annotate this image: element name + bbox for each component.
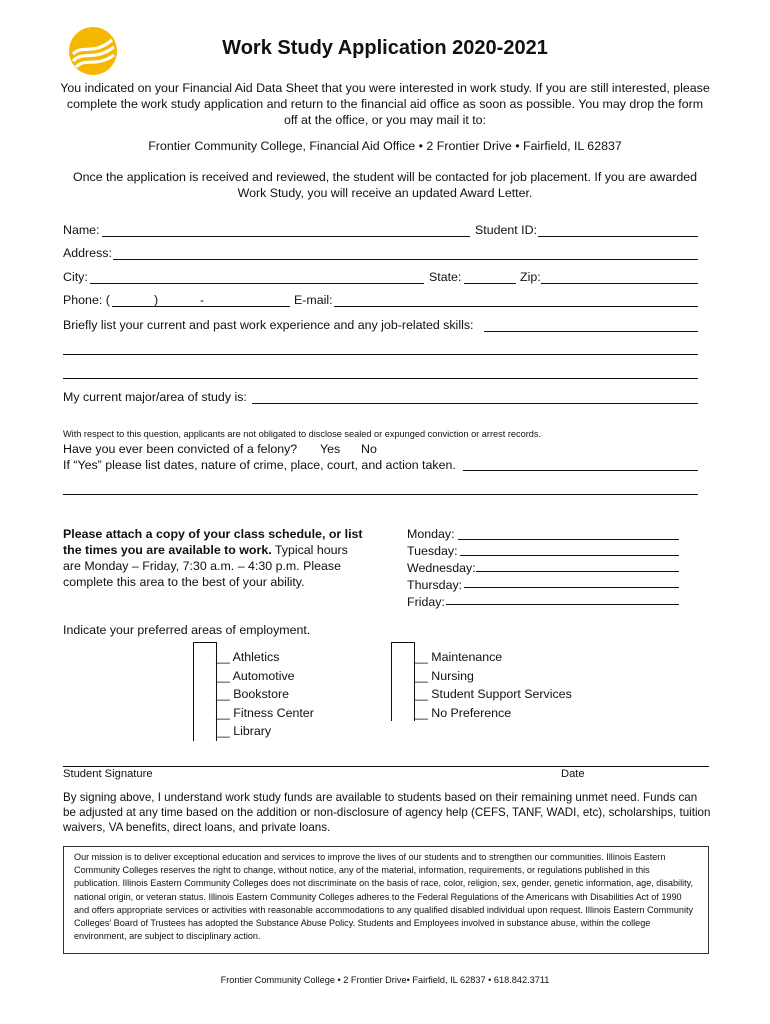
state-label: State: <box>429 270 462 284</box>
option-student-support-services[interactable]: __ Student Support Services <box>414 687 572 701</box>
option-nursing[interactable]: __ Nursing <box>414 668 474 683</box>
zip-label: Zip: <box>520 270 541 284</box>
felony-yes-option[interactable]: Yes <box>320 442 341 456</box>
tuesday-field[interactable] <box>460 555 679 556</box>
schedule-instructions <box>63 526 363 590</box>
employment-prompt: Indicate your preferred areas of employment. <box>63 623 311 637</box>
friday-field[interactable] <box>446 604 679 605</box>
option-no-preference[interactable]: __ No Preference <box>414 705 512 720</box>
left-options <box>216 648 314 741</box>
option-athletics[interactable]: __ Athletics <box>216 650 280 664</box>
option-maintenance[interactable]: __ Maintenance <box>414 650 503 664</box>
day-monday-label: Monday: <box>407 527 455 541</box>
felony-followup: If “Yes” please list dates, nature of crime, place, court, and action taken. <box>63 458 456 472</box>
phone-dash: - <box>200 293 205 307</box>
felony-disclaimer: With respect to this question, applicants are not obligated to disclose sealed or expunged conviction or arrest records. <box>63 429 542 439</box>
consent-paragraph: By signing above, I understand work study funds are available to students based on their remaining unmet need. Funds can be adjusted at any time based on the addition or non-disclosure of agency help (CEFS, TANF, WADI, etc), scholarships, tuition waivers, VA benefits, direct loans, and private loans. <box>63 791 711 834</box>
option-fitness-center[interactable]: __ Fitness Center <box>216 705 314 720</box>
right-checkbox-column <box>391 642 415 721</box>
day-tuesday-label: Tuesday: <box>407 544 458 558</box>
student-id-label: Student ID: <box>475 223 537 237</box>
option-automotive[interactable]: __ Automotive <box>216 668 295 683</box>
option-bookstore[interactable]: __ Bookstore <box>216 687 290 701</box>
schedule-bold-text: Please attach a copy of your class schedule, or list the times you are available to work. <box>63 527 363 557</box>
city-label: City: <box>63 270 88 284</box>
felony-question: Have you ever been convicted of a felony? <box>63 442 298 456</box>
right-options <box>414 648 572 722</box>
mission-box: Our mission is to deliver exceptional education and services to improve the lives of our students and to strengthen our communities. Illinois Eastern Community Colleges reserves the right to change, without notice, any of the material, information, requirements, or regulations published in this publication. Illinois Eastern Community Colleges does not discriminate on the basis of race, color, religion, sex, gender, genetic information, age, disability, national origin, or veteran status. Illinois Eastern Community Colleges adheres to the Federal Regulations of the Americans with Disabilities Act of 1990 and offers appropriate services or activities with reasonable accommodations to any qualified disabled individual upon request. Illinois Eastern Community Colleges' Board of Trustees has adopted the Substance Abuse Policy. Students and Employees involved in substance abuse, within the college environment, are subject to disciplinary action. <box>63 846 709 954</box>
wednesday-field[interactable] <box>476 571 679 572</box>
mailing-address: Frontier Community College, Financial Aid Office • 2 Frontier Drive • Fairfield, IL 62837 <box>148 139 622 153</box>
left-checkbox-column <box>193 642 217 741</box>
address-field[interactable] <box>113 259 698 260</box>
name-label: Name: <box>63 223 100 237</box>
major-field[interactable] <box>252 403 698 404</box>
felony-no-option[interactable]: No <box>361 442 377 456</box>
state-field[interactable] <box>464 283 516 284</box>
name-field[interactable] <box>102 236 470 237</box>
phone-label: Phone: ( <box>63 293 110 307</box>
monday-field[interactable] <box>458 539 679 540</box>
day-wednesday-label: Wednesday: <box>407 561 476 575</box>
email-label: E-mail: <box>294 293 333 307</box>
page-footer: Frontier Community College • 2 Frontier Drive• Fairfield, IL 62837 • 618.842.3711 <box>220 975 550 985</box>
major-label: My current major/area of study is: <box>63 390 247 404</box>
day-thursday-label: Thursday: <box>407 578 463 592</box>
date-label: Date <box>561 768 585 780</box>
felony-details-field[interactable] <box>463 470 698 471</box>
experience-field[interactable] <box>484 331 698 332</box>
thursday-field[interactable] <box>464 587 679 588</box>
zip-field[interactable] <box>541 283 698 284</box>
day-friday-label: Friday: <box>407 595 445 609</box>
student-signature-label: Student Signature <box>63 768 153 780</box>
experience-label: Briefly list your current and past work experience and any job-related skills: <box>63 318 474 332</box>
experience-line-2[interactable] <box>63 354 698 355</box>
email-field[interactable] <box>334 306 698 307</box>
placement-notice: Once the application is received and reviewed, the student will be contacted for job placement. If you are awarded Work Study, you will receive an updated Award Letter. <box>72 170 698 200</box>
intro-paragraph: You indicated on your Financial Aid Data Sheet that you were interested in work study. If you are still interested, please complete the work study application and return to the financial aid office as soon as possible. You may drop the form off at the office, or you may mail it to: <box>60 81 710 127</box>
schedule-normal-text: Typical hours are Monday – Friday, 7:30 a.m. – 4:30 p.m. Please complete this area to the best of your ability. <box>63 543 348 589</box>
phone-close-paren: ) <box>154 293 159 307</box>
city-field[interactable] <box>90 283 424 284</box>
signature-line[interactable] <box>63 766 709 767</box>
student-id-field[interactable] <box>538 236 698 237</box>
address-label: Address: <box>63 246 112 260</box>
page-title: Work Study Application 2020-2021 <box>222 37 548 59</box>
option-library[interactable]: __ Library <box>216 724 272 738</box>
experience-line-3[interactable] <box>63 378 698 379</box>
felony-details-line-2[interactable] <box>63 494 698 495</box>
